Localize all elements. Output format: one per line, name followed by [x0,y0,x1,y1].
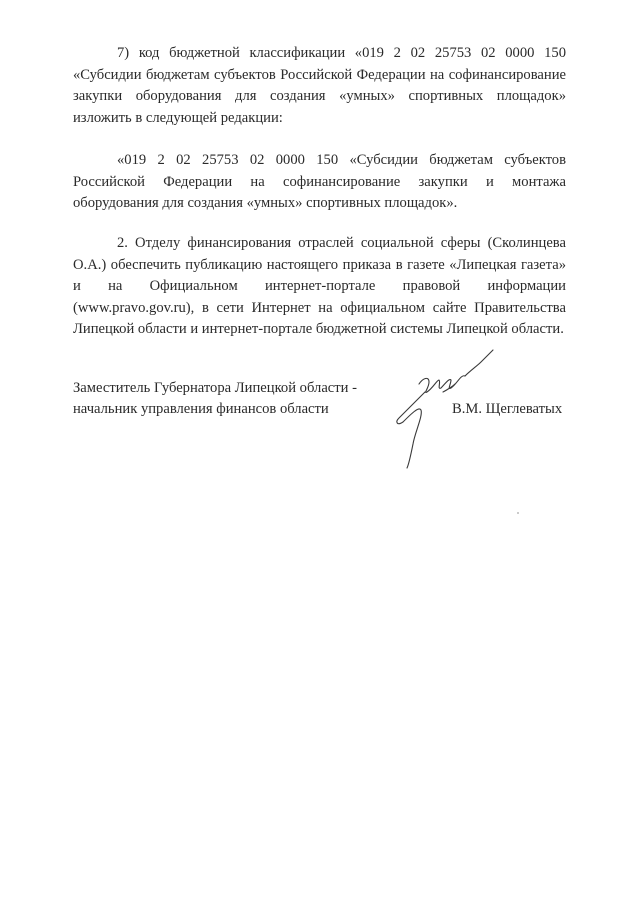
signatory-position-line-1: Заместитель Губернатора Липецкой области - [73,380,357,396]
paragraph-item-2: 2. Отделу финансирования отраслей социальной сферы (Сколинцева О.А.) обеспечить публикацию настоящего приказа в газете «Липецкая газета» и на Официальном интернет-портале правовой информации (www.pravo.gov.ru), в сети Интернет на официальном сайте Правительства Липецкой области и интернет-портале бюджетной системы Липецкой области. [73,235,566,337]
signatory-name: В.М. Щеглеватых [452,401,563,417]
scan-speck [517,512,519,514]
paragraph-item-7: 7) код бюджетной классификации «019 2 02 25753 02 0000 150 «Субсидии бюджетам субъектов Российской Федерации на софинансирование закупки оборудования для создания «умных» спортивных площадок» изложить в следующей редакции: [73,45,566,126]
signatory-position-line-2: начальник управления финансов области [73,401,329,417]
paragraph-new-wording: «019 2 02 25753 02 0000 150 «Субсидии бюджетам субъектов Российской Федерации на софинансирование закупки и монтажа оборудования для создания «умных» спортивных площадок». [73,152,566,211]
signatory-position [73,378,357,420]
